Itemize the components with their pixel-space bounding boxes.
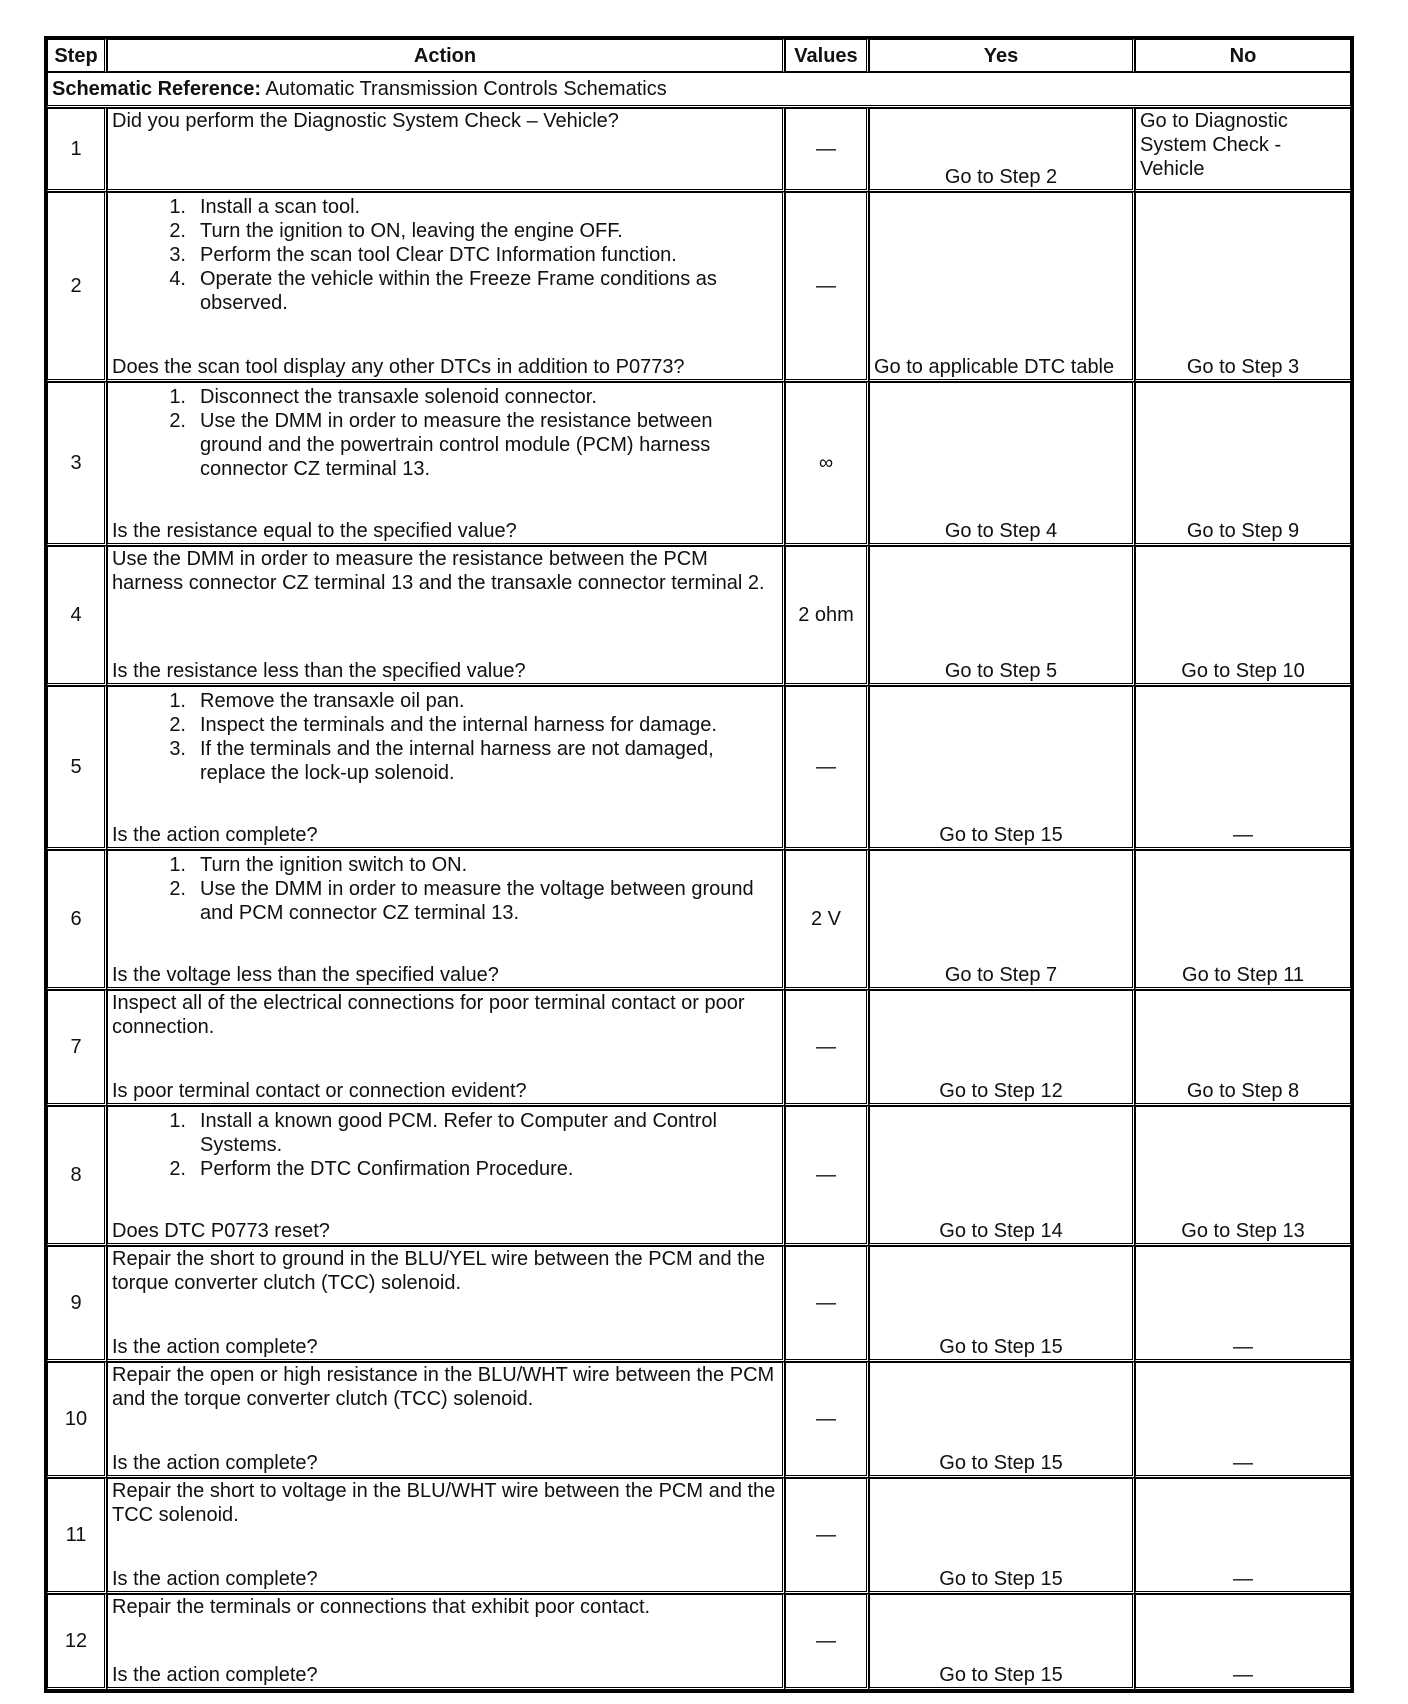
table-row xyxy=(47,108,1351,192)
schematic-row xyxy=(47,72,1351,108)
step-number: 12 xyxy=(47,1594,107,1690)
no-result: — xyxy=(1233,1336,1253,1358)
yes-result: Go to Step 7 xyxy=(944,964,1058,986)
no-result: — xyxy=(1233,824,1253,846)
spec-value: — xyxy=(785,990,869,1106)
action-step-text: Use the DMM in order to measure the resistance between ground and the powertrain control module (PCM) harness connector CZ terminal 13. xyxy=(200,410,713,480)
no-result-cell xyxy=(1135,850,1351,990)
action-step-text: Disconnect the transaxle solenoid connector. xyxy=(200,386,597,408)
header-row xyxy=(47,39,1351,72)
header-step: Step xyxy=(47,39,107,72)
table-row xyxy=(47,686,1351,850)
action-step-text: Inspect the terminals and the internal harness for damage. xyxy=(200,714,717,736)
spec-value: 2 V xyxy=(785,850,869,990)
yes-result-cell xyxy=(869,1246,1135,1362)
no-result-cell xyxy=(1135,1478,1351,1594)
action-step-item xyxy=(112,409,778,481)
spec-value: — xyxy=(785,192,869,382)
action-question: Is the action complete? xyxy=(112,1664,318,1686)
action-question: Is the action complete? xyxy=(112,1568,318,1590)
yes-result: Go to Step 15 xyxy=(939,1336,1063,1358)
action-step-text: Use the DMM in order to measure the voltage between ground and PCM connector CZ terminal 13. xyxy=(200,878,754,924)
header-action: Action xyxy=(107,39,785,72)
yes-result-cell xyxy=(869,686,1135,850)
yes-result: Go to Step 5 xyxy=(944,660,1058,682)
no-result-cell xyxy=(1135,1106,1351,1246)
action-step-item xyxy=(112,713,778,737)
action-cell xyxy=(107,850,785,990)
yes-result-cell xyxy=(869,1362,1135,1478)
action-step-number: 3. xyxy=(169,244,186,266)
table-row xyxy=(47,1594,1351,1690)
table-row xyxy=(47,1246,1351,1362)
no-result-cell xyxy=(1135,1246,1351,1362)
spec-value: — xyxy=(785,686,869,850)
action-step-item xyxy=(112,853,778,877)
action-question: Is the resistance equal to the specified value? xyxy=(112,520,517,542)
yes-result-cell xyxy=(869,990,1135,1106)
spec-value: 2 ohm xyxy=(785,546,869,686)
action-cell xyxy=(107,1106,785,1246)
action-step-item xyxy=(112,1109,778,1157)
action-step-text: Install a known good PCM. Refer to Computer and Control Systems. xyxy=(200,1110,717,1156)
diagnostic-table xyxy=(44,36,1354,1693)
action-step-number: 1. xyxy=(169,1110,186,1132)
no-result-cell xyxy=(1135,546,1351,686)
action-step-item xyxy=(112,195,778,219)
action-steps-list xyxy=(112,853,778,925)
action-step-text: Turn the ignition to ON, leaving the engine OFF. xyxy=(200,220,623,242)
yes-result-cell xyxy=(869,1106,1135,1246)
yes-result-cell xyxy=(869,108,1135,192)
action-intro: Repair the short to ground in the BLU/YEL wire between the PCM and the torque converter clutch (TCC) solenoid. xyxy=(112,1248,765,1294)
schematic-reference xyxy=(47,72,1351,108)
yes-result-cell xyxy=(869,192,1135,382)
action-intro: Use the DMM in order to measure the resistance between the PCM harness connector CZ terminal 13 and the transaxle connector terminal 2. xyxy=(112,548,765,594)
yes-result: Go to Step 14 xyxy=(939,1220,1063,1242)
action-step-text: Turn the ignition switch to ON. xyxy=(200,854,468,876)
no-result: — xyxy=(1233,1664,1253,1686)
step-number: 1 xyxy=(47,108,107,192)
no-result-cell xyxy=(1135,686,1351,850)
no-result: Go to Step 11 xyxy=(1182,964,1304,986)
yes-result-cell xyxy=(869,1594,1135,1690)
action-question: Is the resistance less than the specified value? xyxy=(112,660,526,682)
action-step-number: 1. xyxy=(169,854,186,876)
table-row xyxy=(47,1362,1351,1478)
action-step-item xyxy=(112,877,778,925)
spec-value: — xyxy=(785,1106,869,1246)
action-step-item xyxy=(112,1157,778,1181)
table-row xyxy=(47,850,1351,990)
no-result: Go to Step 13 xyxy=(1181,1220,1305,1242)
action-step-number: 1. xyxy=(169,386,186,408)
yes-result: Go to Step 15 xyxy=(939,1452,1063,1474)
step-number: 2 xyxy=(47,192,107,382)
action-cell xyxy=(107,1362,785,1478)
yes-result: Go to Step 12 xyxy=(939,1080,1063,1102)
no-result: — xyxy=(1233,1452,1253,1474)
action-question: Is the action complete? xyxy=(112,1452,318,1474)
action-step-item xyxy=(112,243,778,267)
table-row xyxy=(47,1106,1351,1246)
action-question: Is poor terminal contact or connection evident? xyxy=(112,1080,527,1102)
spec-value: — xyxy=(785,1594,869,1690)
action-cell xyxy=(107,990,785,1106)
step-number: 10 xyxy=(47,1362,107,1478)
action-step-item xyxy=(112,267,778,315)
action-step-number: 2. xyxy=(169,714,186,736)
action-step-number: 1. xyxy=(169,690,186,712)
spec-value: — xyxy=(785,1362,869,1478)
yes-result: Go to Step 15 xyxy=(939,1568,1063,1590)
action-question: Is the action complete? xyxy=(112,1336,318,1358)
header-no: No xyxy=(1135,39,1351,72)
step-number: 5 xyxy=(47,686,107,850)
yes-result: Go to Step 4 xyxy=(944,520,1058,542)
action-cell xyxy=(107,1478,785,1594)
action-step-item xyxy=(112,737,778,785)
no-result: Go to Step 8 xyxy=(1186,1080,1300,1102)
action-step-item xyxy=(112,689,778,713)
step-number: 3 xyxy=(47,382,107,546)
no-result-cell xyxy=(1135,108,1351,192)
action-step-text: Install a scan tool. xyxy=(200,196,361,218)
no-result: Go to Diagnostic System Check - Vehicle xyxy=(1140,110,1288,180)
step-number: 4 xyxy=(47,546,107,686)
yes-result-cell xyxy=(869,850,1135,990)
action-steps-list xyxy=(112,689,778,785)
no-result-cell xyxy=(1135,1362,1351,1478)
no-result: Go to Step 9 xyxy=(1186,520,1300,542)
action-question: Does the scan tool display any other DTCs in addition to P0773? xyxy=(112,356,685,378)
yes-result-cell xyxy=(869,546,1135,686)
action-cell xyxy=(107,382,785,546)
no-result-cell xyxy=(1135,382,1351,546)
yes-result: Go to Step 15 xyxy=(939,824,1063,846)
no-result: Go to Step 3 xyxy=(1186,356,1300,378)
action-step-item xyxy=(112,385,778,409)
action-steps-list xyxy=(112,1109,778,1181)
step-number: 6 xyxy=(47,850,107,990)
action-question: Is the action complete? xyxy=(112,824,318,846)
action-step-number: 2. xyxy=(169,410,186,432)
action-intro: Repair the terminals or connections that exhibit poor contact. xyxy=(112,1596,651,1618)
action-step-text: Perform the scan tool Clear DTC Information function. xyxy=(200,244,677,266)
yes-result-cell xyxy=(869,1478,1135,1594)
spec-value: ∞ xyxy=(785,382,869,546)
schematic-label: Schematic Reference: xyxy=(52,78,261,100)
table-body xyxy=(47,72,1351,1690)
action-step-number: 2. xyxy=(169,1158,186,1180)
action-step-number: 2. xyxy=(169,220,186,242)
table-row xyxy=(47,990,1351,1106)
action-cell xyxy=(107,108,785,192)
action-step-text: If the terminals and the internal harness are not damaged, replace the lock-up solenoid. xyxy=(200,738,714,784)
schematic-text: Automatic Transmission Controls Schematics xyxy=(260,78,667,100)
action-step-number: 4. xyxy=(169,268,186,290)
action-step-number: 3. xyxy=(169,738,186,760)
step-number: 8 xyxy=(47,1106,107,1246)
header-yes: Yes xyxy=(869,39,1135,72)
action-cell xyxy=(107,192,785,382)
action-steps-list xyxy=(112,195,778,315)
yes-result-cell xyxy=(869,382,1135,546)
action-steps-list xyxy=(112,385,778,481)
action-intro: Repair the open or high resistance in the BLU/WHT wire between the PCM and the torque converter clutch (TCC) solenoid. xyxy=(112,1364,775,1410)
action-step-number: 1. xyxy=(169,196,186,218)
action-question: Does DTC P0773 reset? xyxy=(112,1220,330,1242)
action-cell xyxy=(107,686,785,850)
action-cell xyxy=(107,1594,785,1690)
table-row xyxy=(47,1478,1351,1594)
action-step-text: Operate the vehicle within the Freeze Frame conditions as observed. xyxy=(200,268,717,314)
table-row xyxy=(47,546,1351,686)
header-values: Values xyxy=(785,39,869,72)
step-number: 11 xyxy=(47,1478,107,1594)
action-intro: Did you perform the Diagnostic System Check – Vehicle? xyxy=(112,110,619,132)
action-step-item xyxy=(112,219,778,243)
yes-result: Go to Step 15 xyxy=(939,1664,1063,1686)
no-result-cell xyxy=(1135,192,1351,382)
action-cell xyxy=(107,1246,785,1362)
no-result: — xyxy=(1233,1568,1253,1590)
action-cell xyxy=(107,546,785,686)
yes-result: Go to applicable DTC table xyxy=(874,356,1115,378)
action-intro: Inspect all of the electrical connections for poor terminal contact or poor connection. xyxy=(112,992,745,1038)
action-step-text: Remove the transaxle oil pan. xyxy=(200,690,465,712)
spec-value: — xyxy=(785,108,869,192)
no-result-cell xyxy=(1135,1594,1351,1690)
table-row xyxy=(47,192,1351,382)
step-number: 9 xyxy=(47,1246,107,1362)
action-step-number: 2. xyxy=(169,878,186,900)
table-row xyxy=(47,382,1351,546)
action-intro: Repair the short to voltage in the BLU/WHT wire between the PCM and the TCC solenoid. xyxy=(112,1480,776,1526)
yes-result: Go to Step 2 xyxy=(944,166,1058,188)
spec-value: — xyxy=(785,1478,869,1594)
no-result: Go to Step 10 xyxy=(1181,660,1305,682)
step-number: 7 xyxy=(47,990,107,1106)
no-result-cell xyxy=(1135,990,1351,1106)
spec-value: — xyxy=(785,1246,869,1362)
action-question: Is the voltage less than the specified value? xyxy=(112,964,499,986)
action-step-text: Perform the DTC Confirmation Procedure. xyxy=(200,1158,574,1180)
